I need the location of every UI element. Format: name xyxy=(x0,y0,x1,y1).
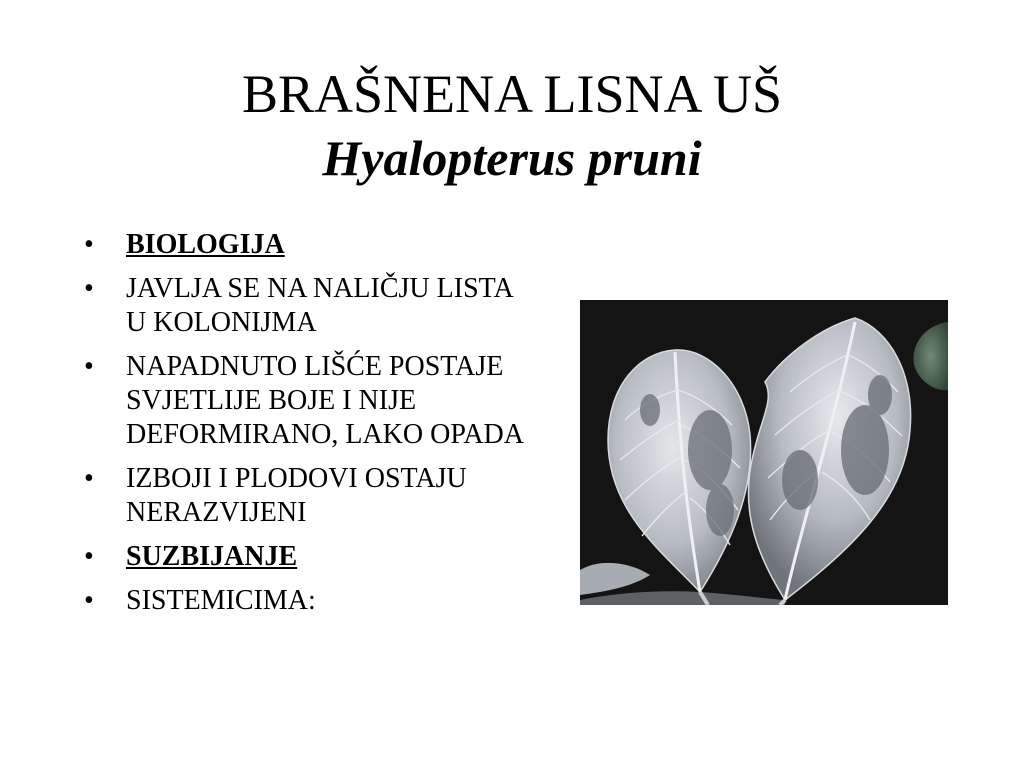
bullet-item xyxy=(84,462,566,530)
slide-subtitle: Hyalopterus pruni xyxy=(322,130,702,186)
bullet-item xyxy=(84,350,596,452)
bullet-icon: • xyxy=(84,585,94,616)
bullet-item xyxy=(84,584,604,618)
bullet-text: NAPADNUTO LIŠĆE POSTAJE SVJETLIJE BOJE I NIJE DEFORMIRANO, LAKO OPADA xyxy=(126,351,525,450)
bullet-text: SISTEMICIMA: xyxy=(126,585,316,616)
leaves-illustration xyxy=(580,300,948,605)
bullet-item xyxy=(84,272,526,340)
leaves-photo xyxy=(580,300,948,605)
bullet-icon: • xyxy=(84,351,94,382)
bullet-item xyxy=(84,540,604,574)
bullet-icon: • xyxy=(84,463,94,494)
bullet-text: BIOLOGIJA xyxy=(126,229,285,260)
bullet-icon: • xyxy=(84,273,94,304)
bullet-icon: • xyxy=(84,541,94,572)
bullet-list xyxy=(84,228,604,628)
title-block xyxy=(0,62,1024,190)
bullet-text: JAVLJA SE NA NALIČJU LISTA U KOLONIJMA xyxy=(126,273,513,338)
bullet-text: IZBOJI I PLODOVI OSTAJU NERAZVIJENI xyxy=(126,463,467,528)
bullet-text: SUZBIJANJE xyxy=(126,541,298,572)
bullet-item xyxy=(84,228,604,262)
bullet-icon: • xyxy=(84,229,94,260)
slide-title: BRAŠNENA LISNA UŠ xyxy=(241,64,783,124)
